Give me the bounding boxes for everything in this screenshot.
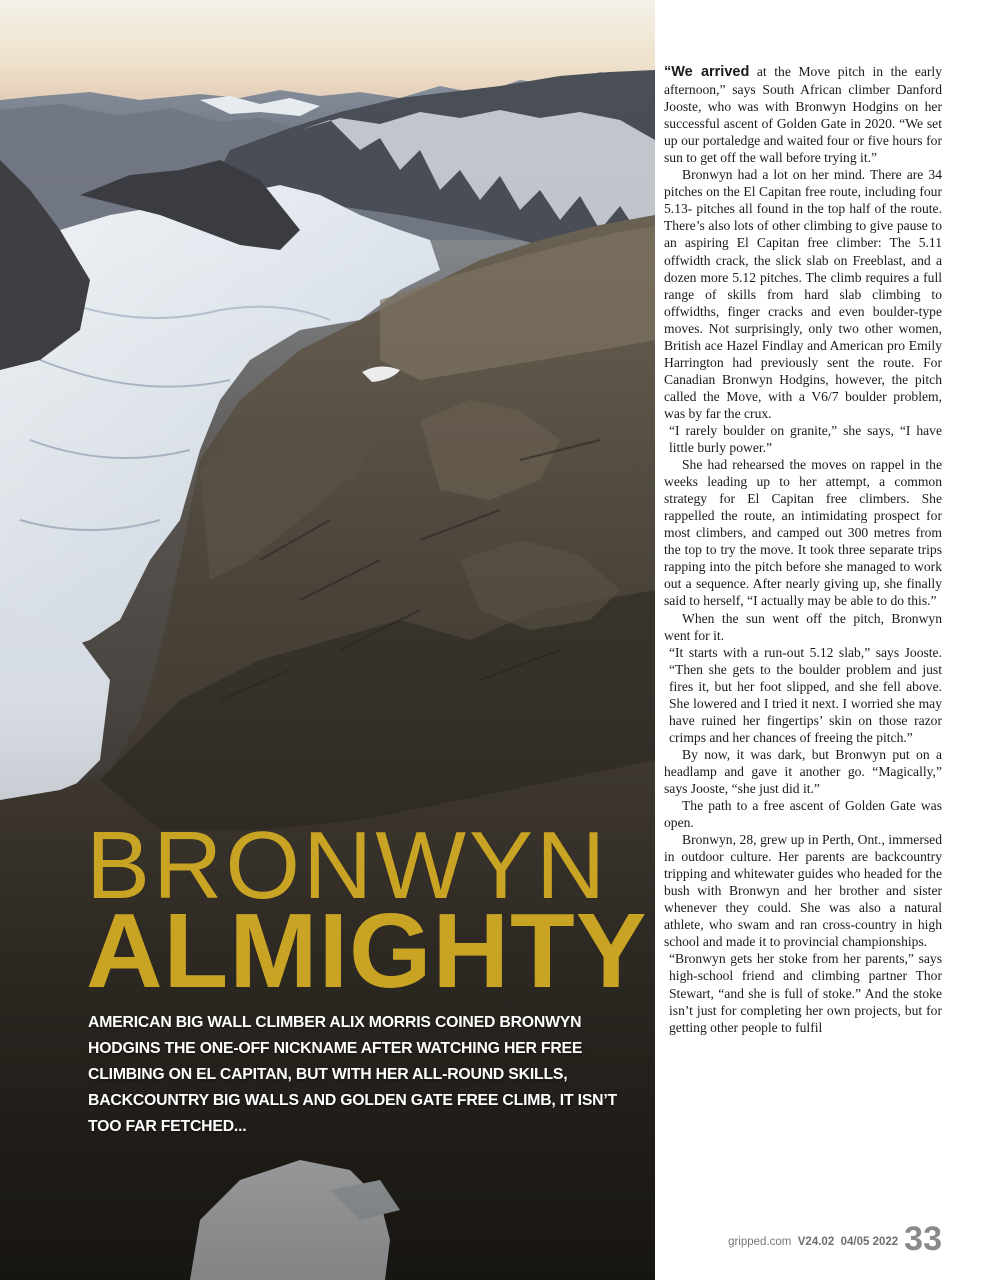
standfirst: AMERICAN BIG WALL CLIMBER ALIX MORRIS COINED BRONWYN HODGINS THE ONE-OFF NICKNAME AFTER WATCHING HER FREE CLIMBING ON EL CAPITAN, BUT WITH HER ALL-ROUND SKILLS, BACKCOUNTRY BIG WALLS AND GOLDEN GATE FREE CLIMB, IT ISN’T TOO FAR FETCHED...: [88, 1014, 617, 1135]
article-paragraph-1: [664, 63, 942, 166]
footer-date: 04/05 2022: [840, 1236, 899, 1248]
footer-site: gripped.com: [728, 1236, 792, 1248]
page-number: 33: [904, 1220, 942, 1258]
footer-volume: V24.02: [797, 1236, 835, 1248]
article-paragraph: “I rarely boulder on granite,” she says, “I have little burly power.”: [669, 422, 942, 456]
article-paragraph: When the sun went off the pitch, Bronwyn went for it.: [664, 610, 942, 643]
article-paragraph: “It starts with a run-out 5.12 slab,” says Jooste. “Then she gets to the boulder problem and just fires it, but her foot slipped, and she fell above. She lowered and I tried it next. I worried she may have ruined her fingertips’ skin on those razor crimps and her chances of freeing the pitch.”: [669, 644, 942, 745]
article-paragraph: By now, it was dark, but Bronwyn put on a headlamp and gave it another go. “Magically,” says Jooste, “she just did it.”: [664, 746, 942, 796]
article-paragraph: The path to a free ascent of Golden Gate was open.: [664, 798, 942, 831]
page-footer: [728, 1222, 942, 1256]
headline-line-1: BRONWYN: [86, 812, 609, 919]
headline-line-2: ALMIGHTY: [86, 892, 648, 1010]
article-paragraph: Bronwyn had a lot on her mind. There are 34 pitches on the El Capitan free route, including four 5.13- pitches all found in the top half of the route. There’s also lots of other climbing to give pause to an aspiring El Capitan free climber: The 5.11 offwidth crack, the slick slab on Freeblast, and a dozen more 5.12 pitches. The climb requires a full range of skills from hard slab climbing to offwidths, finger cracks and even boulder-type moves. Not surprisingly, only two other women, British ace Hazel Findlay and American pro Emily Harrington had previously sent the route. For Canadian Bronwyn Hodgins, however, the pitch called the Move, with a V6/7 boulder problem, was by far the crux.: [664, 167, 942, 421]
footer-meta: [728, 1236, 898, 1248]
article-paragraph: Bronwyn, 28, grew up in Perth, Ont., immersed in outdoor culture. Her parents are backcountry tripping and whitewater guides who headed for the bush with Bronwyn and her brother and sister whenever they could. She was also a natural athlete, who swam and ran cross-country in high school and made it to provincial championships.: [664, 832, 942, 950]
article-paragraph: She had rehearsed the moves on rappel in the weeks leading up to her attempt, a common strategy for El Capitan free climbers. She rappelled the route, an intimidating prospect for most climbers, and camped out 300 metres from the top to try the move. It took three separate trips rapping into the pitch before she managed to work out a sequence. After nearly giving up, she finally said to herself, “I actually may be able to do this.”: [664, 457, 942, 609]
article-body: [664, 63, 942, 1036]
article-paragraph: “Bronwyn gets her stoke from her parents,” says high-school friend and climbing partner Thor Stewart, “and she is full of stoke.” And the stoke isn’t just for completing her own projects, but for getting other people to fulfil: [669, 951, 942, 1035]
paragraph-1-text: at the Move pitch in the early afternoon,” says South African climber Danford Jooste, who was with Bronwyn Hodgins on her successful ascent of Golden Gate in 2020. “We set up our portaledge and waited four or five hours for sun to get off the wall before trying it.”: [664, 64, 942, 166]
lead-in: “We arrived: [664, 64, 750, 80]
